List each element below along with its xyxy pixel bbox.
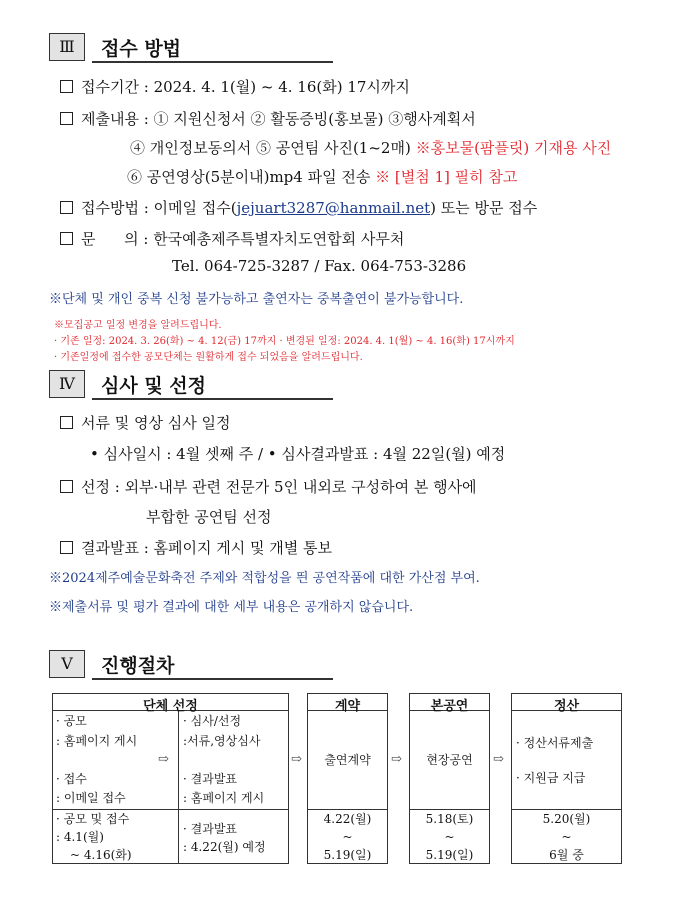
- settlement-date-start: 5.20(월): [542, 812, 591, 826]
- checkbox-icon: [60, 541, 73, 554]
- divider: [307, 809, 388, 810]
- arrow-right-icon: ⇨: [493, 752, 504, 767]
- method-rest: ) 또는 방문 접수: [430, 199, 538, 217]
- section-underline: [92, 398, 333, 400]
- selection-text-2: 부합한 공연팀 선정: [146, 508, 272, 526]
- checkbox-icon: [60, 232, 73, 245]
- arrow-right-icon: ⇨: [391, 752, 402, 767]
- section-number: Ⅲ: [49, 33, 85, 61]
- divider: [511, 809, 622, 810]
- docs-row: [60, 108, 476, 129]
- step-review: · 심사/선정: [183, 714, 242, 728]
- contact-tel: Tel. 064-725-3287 / Fax. 064-753-3286: [172, 257, 467, 275]
- performance-date-end: 5.19(일): [425, 848, 474, 862]
- period-row: [60, 76, 410, 97]
- docs-line-2-text: ④ 개인정보동의서 ⑤ 공연팀 사진(1~2매): [130, 139, 411, 157]
- box-header: 정산: [553, 699, 580, 714]
- contract-date-end: 5.19(일): [323, 848, 372, 862]
- inquiry-value: 한국예총제주특별자치도연합회 사무처: [153, 230, 405, 248]
- date-announce-end: ~ 4.16(화): [70, 848, 132, 862]
- checkbox-icon: [60, 480, 73, 493]
- date-result-detail: : 4.22(월) 예정: [183, 840, 266, 854]
- photo-notice: ※홍보물(팜플릿) 기재용 사진: [415, 139, 612, 157]
- divider: [178, 710, 179, 864]
- performance-step: 현장공연: [426, 753, 473, 767]
- period-label: 접수기간 :: [81, 78, 149, 96]
- step-receive: · 접수: [56, 772, 87, 786]
- arrow-right-icon: ⇨: [291, 752, 302, 767]
- contract-step: 출연계약: [324, 753, 371, 767]
- inquiry-row: [60, 228, 404, 249]
- checkbox-icon: [60, 80, 73, 93]
- section-underline: [92, 61, 333, 63]
- checkbox-icon: [60, 112, 73, 125]
- disclosure-notice: ※제출서류 및 평가 결과에 대한 세부 내용은 공개하지 않습니다.: [49, 600, 414, 615]
- checkbox-icon: [60, 201, 73, 214]
- section-number: Ⅳ: [49, 370, 85, 398]
- date-separator: ~: [342, 830, 353, 844]
- section-underline: [92, 678, 333, 680]
- docs-label: 제출내용 :: [81, 110, 149, 128]
- contract-date-start: 4.22(월): [323, 812, 372, 826]
- section-number: Ⅴ: [49, 650, 85, 678]
- performance-date-start: 5.18(토): [425, 812, 474, 826]
- box-header: 단체 선정: [143, 699, 198, 714]
- step-receive-detail: : 이메일 접수: [56, 791, 126, 805]
- section-title: 진행절차: [101, 655, 175, 677]
- step-announce-detail: : 홈페이지 게시: [56, 734, 138, 748]
- result-text: 결과발표 : 홈페이지 게시 및 개별 통보: [81, 539, 333, 557]
- period-value: 2024. 4. 1(월) ~ 4. 16(화) 17시까지: [153, 78, 410, 96]
- step-result: · 결과발표: [183, 772, 237, 786]
- review-schedule: 서류 및 영상 심사 일정: [81, 414, 231, 432]
- review-dates: • 심사일시 : 4월 셋째 주 / • 심사결과발표 : 4월 22일(월) 예정: [90, 445, 506, 463]
- section-title: 접수 방법: [101, 38, 182, 60]
- docs-line-1: ① 지원신청서 ② 활동증빙(홍보물) ③행사계획서: [153, 110, 476, 128]
- selection-text: 선정 : 외부·내부 관련 전문가 5인 내외로 구성하여 본 행사에: [81, 478, 477, 496]
- checkbox-icon: [60, 416, 73, 429]
- docs-line-3-text: ⑥ 공연영상(5분이내)mp4 파일 전송: [127, 168, 371, 186]
- date-separator: ~: [561, 830, 572, 844]
- duplicate-notice: ※단체 및 개인 중복 신청 불가능하고 출연자는 중복출연이 불가능합니다.: [49, 292, 464, 307]
- box-header: 계약: [334, 699, 361, 714]
- inquiry-label: 문 의 :: [81, 230, 149, 248]
- docs-line-2: [130, 137, 611, 158]
- date-announce: · 공모 및 접수: [56, 812, 130, 826]
- divider: [52, 809, 289, 810]
- arrow-right-icon: ⇨: [158, 752, 169, 767]
- section-title: 심사 및 선정: [101, 375, 206, 397]
- review-schedule-row: [60, 412, 230, 433]
- schedule-change-notice: ※모집공고 일정 변경을 알려드립니다.: [54, 320, 222, 331]
- method-row: [60, 197, 537, 218]
- box-header: 본공연: [430, 699, 469, 714]
- schedule-change-note: · 기존일정에 접수한 공모단체는 원활하게 접수 되었음을 알려드립니다.: [54, 352, 363, 363]
- settlement-docs: · 정산서류제출: [516, 736, 594, 750]
- email-link[interactable]: jejuart3287@hanmail.net: [236, 199, 431, 217]
- date-separator: ~: [444, 830, 455, 844]
- step-announce: · 공모: [56, 714, 87, 728]
- settlement-date-end: 6월 중: [549, 848, 584, 862]
- schedule-change-detail: · 기존 일정: 2024. 3. 26(화) ~ 4. 12(금) 17까지 · 변경된 일정: 2024. 4. 1(월) ~ 4. 16(화) 17시까지: [54, 336, 515, 347]
- date-result: · 결과발표: [183, 822, 237, 836]
- date-announce-start: : 4.1(월): [56, 830, 104, 844]
- divider: [409, 809, 490, 810]
- bonus-notice: ※2024제주예술문화축전 주제와 적합성을 띈 공연작품에 대한 가산점 부여.: [49, 571, 480, 586]
- step-result-detail: : 홈페이지 게시: [183, 791, 265, 805]
- step-review-detail: :서류,영상심사: [183, 734, 261, 748]
- result-row: [60, 537, 332, 558]
- attachment-notice: ※ [별첨 1] 필히 참고: [375, 168, 518, 186]
- docs-line-3: [127, 166, 517, 187]
- method-label: 접수방법 : 이메일 접수(: [81, 199, 237, 217]
- selection-row: [60, 476, 477, 497]
- settlement-payment: · 지원금 지급: [516, 771, 586, 785]
